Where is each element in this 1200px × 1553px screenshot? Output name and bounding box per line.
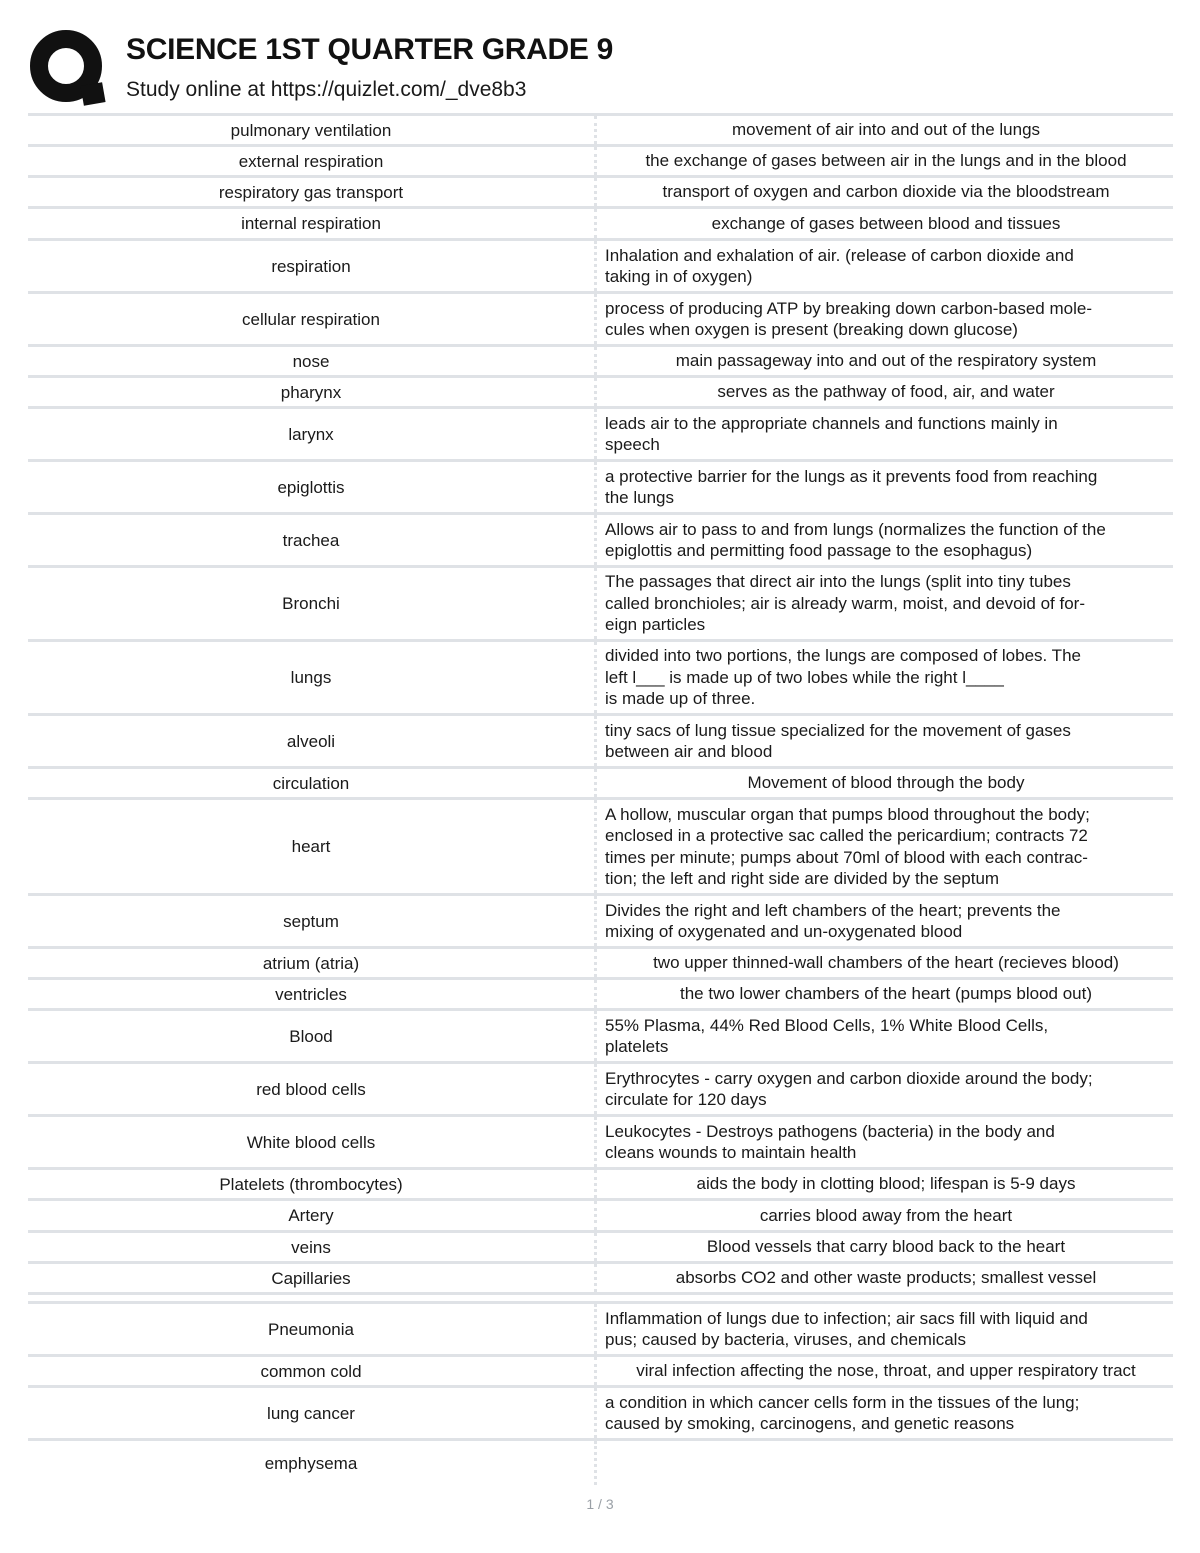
definition-text: viral infection affecting the nose, throat, and upper respiratory tract xyxy=(636,1361,1136,1381)
page-number: 1 / 3 xyxy=(586,1496,614,1512)
definition-cell xyxy=(597,462,1173,512)
definition-text: aids the body in clotting blood; lifespan is 5-9 days xyxy=(696,1174,1076,1194)
table-row xyxy=(28,1264,1173,1295)
definition-text: Erythrocytes - carry oxygen and carbon dioxide around the body; circulate for 120 days xyxy=(605,1068,1093,1109)
definition-text: serves as the pathway of food, air, and water xyxy=(717,382,1055,402)
definition-text: Blood vessels that carry blood back to the heart xyxy=(706,1237,1066,1257)
term-cell: respiratory gas transport xyxy=(28,178,597,206)
definition-text: The passages that direct air into the lungs (split into tiny tubes called bronchioles; air is already warm, moist, and devoid of for- eign particles xyxy=(605,572,1085,635)
table-row xyxy=(28,347,1173,378)
table-row xyxy=(28,1301,1173,1357)
table-row xyxy=(28,378,1173,409)
table-row xyxy=(28,1441,1173,1485)
term-cell: emphysema xyxy=(28,1441,597,1485)
term-cell: ventricles xyxy=(28,980,597,1008)
definition-text: process of producing ATP by breaking down carbon-based mole- cules when oxygen is present (breaking down glucose) xyxy=(605,298,1092,339)
definition-cell xyxy=(597,1357,1173,1385)
definition-cell xyxy=(597,147,1173,175)
table-row xyxy=(28,116,1173,147)
table-row xyxy=(28,294,1173,347)
table-row xyxy=(28,1117,1173,1170)
term-cell: Blood xyxy=(28,1011,597,1061)
term-cell: internal respiration xyxy=(28,209,597,238)
table-row xyxy=(28,896,1173,949)
table-row xyxy=(28,800,1173,896)
table-row xyxy=(28,147,1173,178)
term-cell: septum xyxy=(28,896,597,946)
definition-cell xyxy=(597,1264,1173,1292)
term-cell: lung cancer xyxy=(28,1388,597,1438)
definition-text: two upper thinned-wall chambers of the heart (recieves blood) xyxy=(653,953,1119,973)
definition-text: the two lower chambers of the heart (pumps blood out) xyxy=(680,984,1092,1004)
definition-cell xyxy=(597,896,1173,946)
term-cell: atrium (atria) xyxy=(28,949,597,977)
term-cell: epiglottis xyxy=(28,462,597,512)
table-row xyxy=(28,1170,1173,1201)
term-cell: pharynx xyxy=(28,378,597,406)
definition-text: Inflammation of lungs due to infection; air sacs fill with liquid and pus; caused by bacteria, viruses, and chemicals xyxy=(605,1308,1088,1349)
definition-cell xyxy=(597,347,1173,375)
table-row xyxy=(28,949,1173,980)
definition-cell xyxy=(597,716,1173,766)
definition-cell xyxy=(597,1441,1173,1485)
definition-cell xyxy=(597,1064,1173,1114)
definition-text: transport of oxygen and carbon dioxide via the bloodstream xyxy=(662,182,1110,202)
definition-text: divided into two portions, the lungs are composed of lobes. The left l___ is made up of two lobes while the right l____ is made up of three. xyxy=(605,646,1081,709)
term-cell: Artery xyxy=(28,1201,597,1230)
definition-text: exchange of gases between blood and tissues xyxy=(711,213,1061,233)
definition-cell xyxy=(597,209,1173,238)
term-cell: common cold xyxy=(28,1357,597,1385)
table-row xyxy=(28,209,1173,241)
quizlet-logo-icon xyxy=(30,28,106,108)
definition-text: absorbs CO2 and other waste products; smallest vessel xyxy=(675,1268,1097,1288)
definition-cell xyxy=(597,800,1173,893)
table-row xyxy=(28,1233,1173,1264)
term-cell: Platelets (thrombocytes) xyxy=(28,1170,597,1198)
table-row xyxy=(28,568,1173,642)
term-cell: external respiration xyxy=(28,147,597,175)
definition-text: Divides the right and left chambers of the heart; prevents the mixing of oxygenated and un-oxygenated blood xyxy=(605,900,1061,941)
term-cell: lungs xyxy=(28,642,597,713)
definition-cell xyxy=(597,178,1173,206)
term-cell: red blood cells xyxy=(28,1064,597,1114)
table-row xyxy=(28,1388,1173,1441)
table-row xyxy=(28,1011,1173,1064)
term-cell: trachea xyxy=(28,515,597,565)
definition-cell xyxy=(597,1201,1173,1230)
table-row xyxy=(28,769,1173,800)
definition-cell xyxy=(597,1304,1173,1354)
table-row xyxy=(28,1064,1173,1117)
definition-text: tiny sacs of lung tissue specialized for the movement of gases between air and blood xyxy=(605,720,1071,761)
definition-text: a protective barrier for the lungs as it prevents food from reaching the lungs xyxy=(605,466,1098,507)
definition-cell xyxy=(597,294,1173,344)
table-row xyxy=(28,515,1173,568)
term-cell: Capillaries xyxy=(28,1264,597,1292)
term-cell: cellular respiration xyxy=(28,294,597,344)
table-row xyxy=(28,1357,1173,1388)
definition-text: Leukocytes - Destroys pathogens (bacteria) in the body and cleans wounds to maintain health xyxy=(605,1121,1055,1162)
table-row xyxy=(28,716,1173,769)
definition-text: carries blood away from the heart xyxy=(759,1205,1013,1225)
definition-cell xyxy=(597,378,1173,406)
definition-cell xyxy=(597,241,1173,291)
definition-text: A hollow, muscular organ that pumps blood throughout the body; enclosed in a protective sac called the pericardium; contracts 72 times per minute; pumps about 70ml of blood with each contrac- tion; the left and right side are divided by the septum xyxy=(605,804,1090,888)
definition-text: the exchange of gases between air in the lungs and in the blood xyxy=(645,151,1127,171)
definition-text: movement of air into and out of the lungs xyxy=(731,120,1041,140)
definition-text: Inhalation and exhalation of air. (release of carbon dioxide and taking in of oxygen) xyxy=(605,245,1074,286)
study-online-link[interactable]: Study online at https://quizlet.com/_dve8b3 xyxy=(126,78,527,101)
table-row xyxy=(28,178,1173,209)
definition-text: a condition in which cancer cells form in the tissues of the lung; caused by smoking, carcinogens, and genetic reasons xyxy=(605,1392,1080,1433)
definition-text: 55% Plasma, 44% Red Blood Cells, 1% White Blood Cells, platelets xyxy=(605,1015,1049,1056)
definition-cell xyxy=(597,949,1173,977)
definition-text: Allows air to pass to and from lungs (normalizes the function of the epiglottis and permitting food passage to the esophagus) xyxy=(605,519,1106,560)
term-cell: circulation xyxy=(28,769,597,797)
page-title: SCIENCE 1ST QUARTER GRADE 9 xyxy=(126,33,613,66)
term-cell: Bronchi xyxy=(28,568,597,639)
table-row xyxy=(28,642,1173,716)
term-cell: larynx xyxy=(28,409,597,459)
term-cell: alveoli xyxy=(28,716,597,766)
definition-cell xyxy=(597,515,1173,565)
definition-cell xyxy=(597,116,1173,144)
table-row xyxy=(28,980,1173,1011)
definition-text: leads air to the appropriate channels and functions mainly in speech xyxy=(605,413,1058,454)
term-cell: Pneumonia xyxy=(28,1304,597,1354)
term-cell: veins xyxy=(28,1233,597,1261)
table-row xyxy=(28,1201,1173,1233)
table-row xyxy=(28,462,1173,515)
term-cell: heart xyxy=(28,800,597,893)
definition-text: Movement of blood through the body xyxy=(747,773,1025,793)
definition-cell xyxy=(597,1117,1173,1167)
definition-text: main passageway into and out of the respiratory system xyxy=(675,351,1097,371)
term-cell: nose xyxy=(28,347,597,375)
definition-cell xyxy=(597,642,1173,713)
definition-cell xyxy=(597,1233,1173,1261)
table-row xyxy=(28,409,1173,462)
term-cell: White blood cells xyxy=(28,1117,597,1167)
table-row xyxy=(28,241,1173,294)
definition-cell xyxy=(597,769,1173,797)
definition-cell xyxy=(597,1011,1173,1061)
definition-cell xyxy=(597,1170,1173,1198)
flashcard-table xyxy=(28,113,1173,1487)
term-cell: respiration xyxy=(28,241,597,291)
definition-cell xyxy=(597,1388,1173,1438)
definition-cell xyxy=(597,980,1173,1008)
definition-cell xyxy=(597,568,1173,639)
definition-cell xyxy=(597,409,1173,459)
term-cell: pulmonary ventilation xyxy=(28,116,597,144)
